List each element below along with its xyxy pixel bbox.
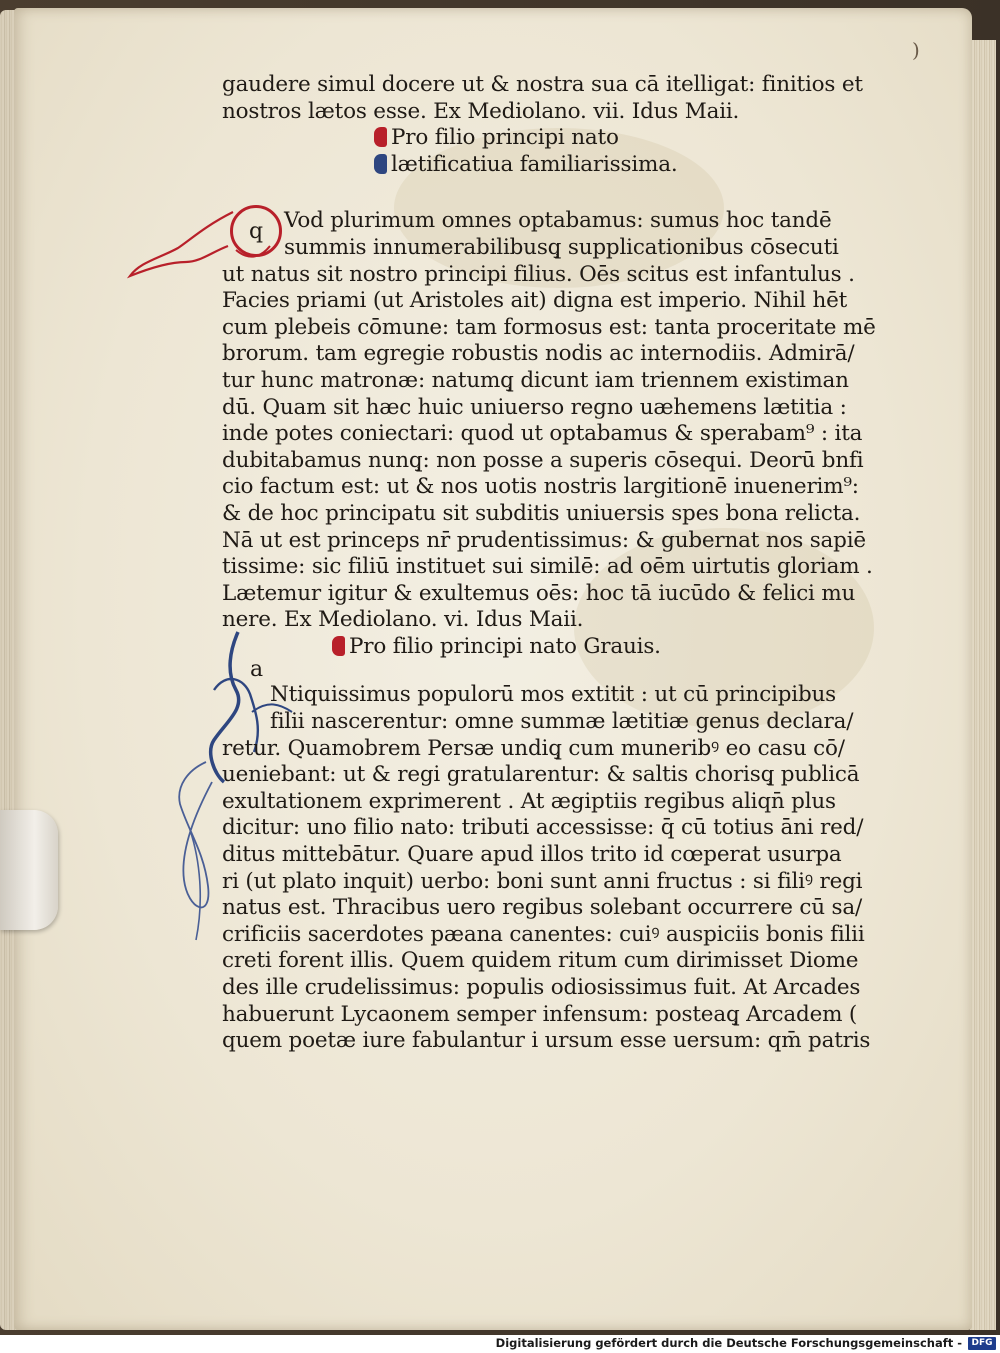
text-line: retur. Quamobrem Persæ undiq̧ cum muneribꝰ eo casu cō/	[222, 735, 845, 761]
text-line: tissime: sic filiū instituet sui similē: ad oēm uirtutis gloriam .	[222, 554, 873, 580]
text-line: crificiis sacerdotes pæana canentes: cuiꝰ auspiciis bonis filii	[222, 921, 865, 947]
text-line: gaudere simul docere ut & nostra sua cā itelligat: finitios et	[222, 72, 863, 97]
text-line: cum plebeis cōmune: tam formosus est: tanta proceritate mē	[222, 314, 876, 340]
text-line: filii nascerentur: omne summæ lætitiæ genus declara/	[270, 709, 854, 735]
paragraph-mark-icon	[332, 636, 345, 656]
text-line: natus est. Thracibus uero regibus solebant occurrere cū sa/	[222, 895, 862, 921]
text-line: dubitabamus nunq̧: non posse a superis cōsequi. Deorū bnfi	[222, 447, 864, 473]
text-line: des ille crudelissimus: populis odiosissimus fuit. At Arcades	[222, 975, 861, 1000]
text-line: Lætemur igitur & exultemus oēs: hoc tā iucūdo & felici mu	[222, 580, 856, 606]
text-line: tur hunc matronæ: natumq̧ dicunt iam triennem existiman	[222, 367, 849, 393]
text-line: creti forent illis. Quem quidem ritum cum dirimisset Diome	[222, 948, 859, 974]
text-line: nostros lætos esse. Ex Mediolano. vii. Idus Maii.	[222, 98, 740, 124]
text-line: inde potes coniectari: quod ut optabamus & sperabam⁹ : ita	[222, 421, 863, 447]
text-line: quem poetæ iure fabulantur i ursum esse uersum: qm̄ patris	[222, 1028, 871, 1054]
footer-credit: Digitalisierung gefördert durch die Deutsche Forschungsgemeinschaft -	[495, 1336, 962, 1350]
rubric-text: Pro filio principi nato	[391, 125, 619, 151]
text-line: Vod plurimum omnes optabamus: sumus hoc tandē	[284, 208, 832, 234]
text-line: habuerunt Lycaonem semper infensum: posteaq̧ Arcadem (	[222, 1001, 858, 1027]
folio-mark: )	[912, 38, 920, 62]
initial-q-glyph: q	[248, 218, 264, 244]
rubric-text: Pro filio principi nato Grauis.	[349, 633, 661, 659]
text-line: summis innumerabilibusq̧ supplicationibus cōsecuti	[284, 234, 839, 260]
digitization-footer	[0, 1335, 1000, 1353]
text-line: exultationem exprimerent . At ægiptiis regibus aliqn̄ plus	[222, 788, 836, 814]
rubric-text: lætificatiua familiarissima.	[391, 151, 678, 177]
text-line: ditus mittebātur. Quare apud illos trito id cœperat usurpa	[222, 842, 842, 868]
text-line: & de hoc principatu sit subditis uniuersis spes bona relicta.	[222, 500, 861, 526]
rubric-heading	[222, 152, 882, 179]
text-line: Ntiquissimus populorū mos extitit : ut cū principibus	[270, 682, 836, 708]
initial-a-glyph: a	[250, 657, 264, 682]
text-line: cio factum est: ut & nos uotis nostris largitionē inuenerim⁹:	[222, 474, 859, 500]
text-line: ri (ut plato inquit) uerbo: boni sunt anni fructus : si filiꝰ regi	[222, 868, 863, 894]
page-edges-right	[970, 40, 996, 1330]
text-line: dicitur: uno filio nato: tributi accessisse: q̄ cū totius āni red/	[222, 815, 864, 841]
rubric-heading	[222, 125, 882, 152]
rubric-heading	[222, 634, 882, 661]
text-line: Facies priami (ut Aristoles ait) digna est imperio. Nihil hēt	[222, 288, 848, 314]
text-line: brorum. tam egregie robustis nodis ac internodiis. Admirā/	[222, 341, 855, 367]
paragraph-mark-icon	[374, 154, 387, 174]
text-line: nere. Ex Mediolano. vi. Idus Maii.	[222, 607, 584, 633]
text-line: ueniebant: ut & regi gratularentur: & saltis chorisq̧ publicā	[222, 762, 860, 788]
text-line: Nā ut est princeps nr̄ prudentissimus: & gubernat nos sapiē	[222, 527, 866, 553]
text-block	[222, 72, 882, 1055]
text-line: dū. Quam sit hæc huic uniuerso regno uæhemens lætitia :	[222, 394, 847, 420]
page-clip	[0, 810, 58, 930]
text-line: ut natus sit nostro principi filius. Oēs scitus est infantulus .	[222, 261, 855, 287]
paragraph-mark-icon	[374, 127, 387, 147]
dfg-logo: DFG	[968, 1337, 996, 1350]
